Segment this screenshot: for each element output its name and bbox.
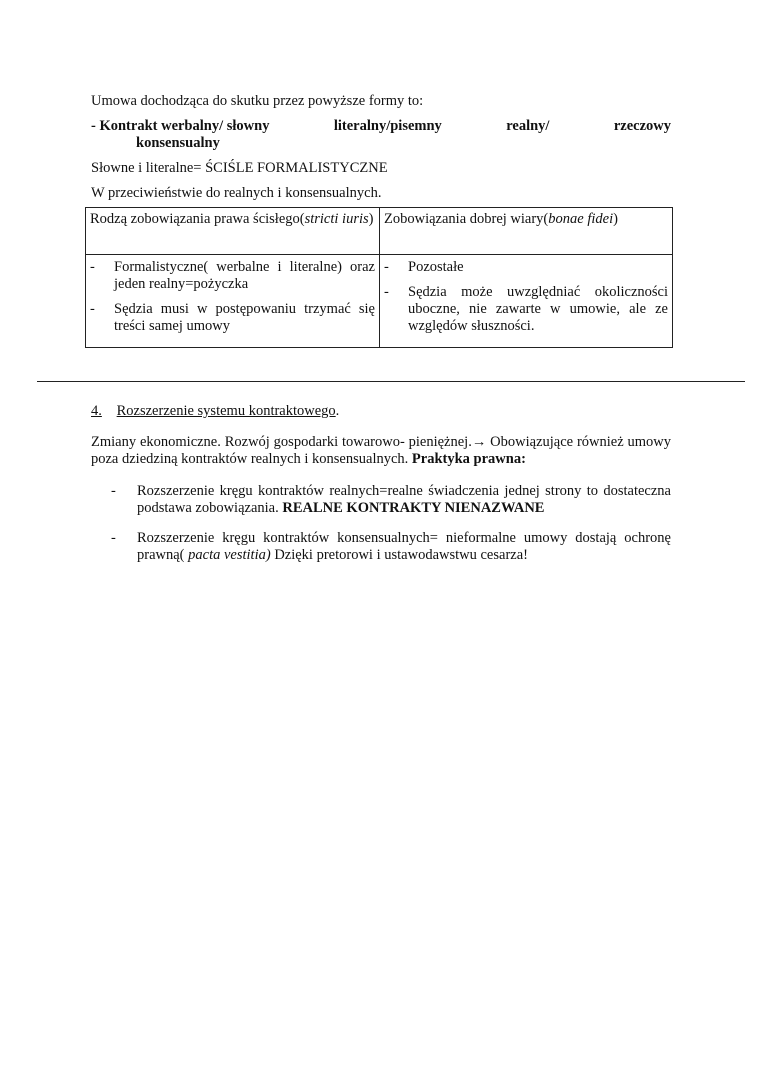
horizontal-divider [37, 381, 745, 382]
section-paragraph [91, 434, 671, 468]
list-item-text: Sędzia może uwzględniać okoliczności uboczne, nie zawarte w umowie, ale ze względów słuszności. [408, 284, 668, 334]
list-item [111, 530, 671, 564]
section-title: Rozszerzenie systemu kontraktowego [116, 403, 336, 419]
list-item [90, 259, 375, 293]
intro-line: Umowa dochodząca do skutku przez powyższe formy to: [91, 93, 424, 109]
header-right-latin: bonae fidei [548, 211, 614, 227]
table-body-right [380, 255, 672, 347]
table-header-right [380, 208, 672, 255]
bullet-dash: - [111, 483, 116, 499]
list-item-latin: pacta vestitia) [188, 547, 271, 563]
list-item-text: Sędzia musi w postępowaniu trzymać się treści samej umowy [114, 301, 375, 334]
contract-material: rzeczowy [613, 118, 671, 134]
contract-real: realny/ [506, 118, 550, 134]
list-item [90, 301, 375, 335]
header-left-latin: stricti iuris [304, 211, 369, 227]
bullet-dash: - [111, 530, 116, 546]
table-body-left [86, 255, 380, 347]
section-period: . [335, 403, 340, 419]
paragraph-bold: Praktyka prawna: [411, 451, 526, 467]
list-item [111, 483, 671, 517]
obligations-table [85, 207, 673, 348]
table-header-left [86, 208, 380, 255]
header-left-close: ) [368, 211, 374, 227]
section-number: 4. [91, 403, 102, 419]
bullet-dash: - [384, 259, 389, 275]
list-item [384, 259, 668, 276]
bullet-dash: - [90, 301, 95, 317]
list-item-text: Formalistyczne( werbalne i literalne) oraz jeden realny=pożyczka [114, 259, 375, 292]
list-item-text-end: Dzięki pretorowi i ustawodawstwu cesarza! [270, 547, 528, 563]
paragraph-text: Zmiany ekonomiczne. Rozwój gospodarki towarowo- pieniężnej.→ Obowiązujące również umowy poza dziedziną kontraktów realnych i konsensualnych. [91, 434, 671, 467]
list-item-text: Pozostałe [408, 259, 464, 275]
list-item-text: Rozszerzenie kręgu kontraktów realnych=realne świadczenia jednej strony to dostateczna podstawa zobowiązania. [137, 483, 671, 516]
header-left-text: Rodzą zobowiązania prawa ścisłego( [90, 211, 305, 227]
header-right-close: ) [613, 211, 618, 227]
list-item [384, 284, 668, 335]
header-right-text: Zobowiązania dobrej wiary( [384, 211, 549, 227]
formalistic-line: Słowne i literalne= ŚCIŚLE FORMALISTYCZNE [91, 160, 388, 176]
contract-literal: literalny/pisemny [333, 118, 442, 134]
section-heading [91, 403, 339, 420]
bullet-dash: - [90, 259, 95, 275]
contract-dash: - [91, 118, 96, 134]
contract-verbal: Kontrakt werbalny/ słowny [99, 118, 270, 134]
list-item-bold: REALNE KONTRAKTY NIENAZWANE [282, 500, 545, 516]
contract-consensual: konsensualny [136, 135, 220, 151]
list-item-text: Rozszerzenie kręgu kontraktów konsensualnych= nieformalne umowy dostają ochronę prawną( [137, 530, 671, 563]
bullet-dash: - [384, 284, 389, 300]
contract-types [91, 118, 671, 152]
contrast-line: W przeciwieństwie do realnych i konsensualnych. [91, 185, 382, 201]
